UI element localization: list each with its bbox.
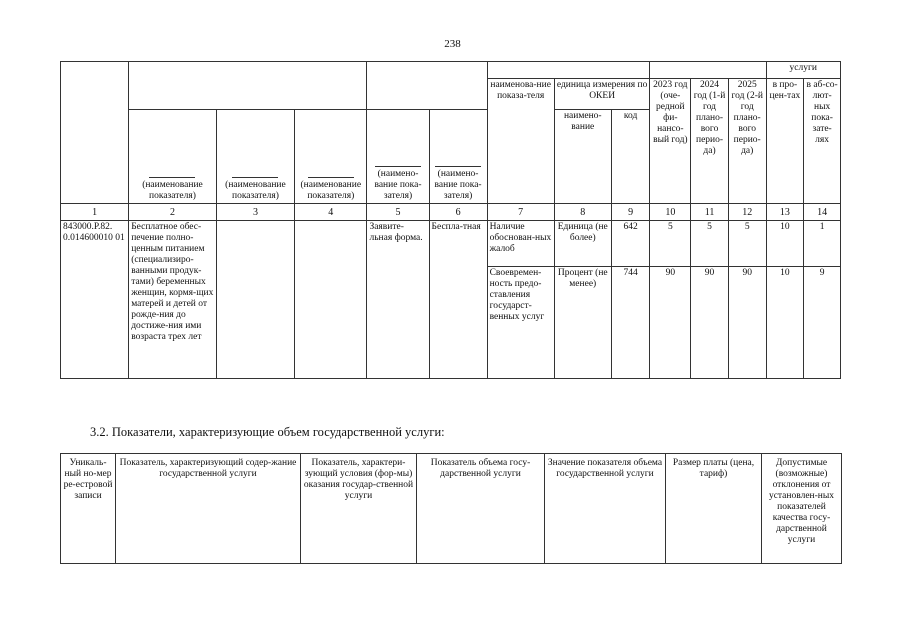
header-content-indicator: Показатель, характеризующий содер-жание государственной услуги [116, 454, 301, 564]
section-title: 3.2. Показатели, характеризующие объем государственной услуги: [90, 425, 445, 439]
okei-code-header: код [611, 110, 650, 204]
col-number: 12 [728, 204, 766, 221]
deviation-percent: 10 [766, 221, 804, 267]
unit-name: Единица (не более) [554, 221, 611, 267]
okei-code: 642 [611, 221, 650, 267]
header-deviations: Допустимые (возможные) отклонения от установлен-ных показателей качества госу-дарственной услуги [762, 454, 842, 564]
year-2025-header: 2025 год (2-й год плано-вого перио-да) [728, 79, 766, 204]
value-2023: 90 [650, 267, 691, 379]
registry-number: 843000.Р.82. 0.014600010 01 [61, 221, 129, 379]
col-number: 1 [61, 204, 129, 221]
quality-indicators-table [60, 61, 841, 379]
year-2024-header: 2024 год (1-й год плано-вого перио-да) [691, 79, 729, 204]
col-number: 8 [554, 204, 611, 221]
service-content: Бесплатное обес-печение полно-ценным питанием (специализиро-ванными продук-тами) беременных женщин, кормя-щих матерей и детей от рожде-ния до достиже-ния ими возраста трех лет [129, 221, 217, 379]
indicator-name-header: наименова-ние показа-теля [487, 79, 554, 204]
condition-indicator-name-1: (наимено-вание пока-зателя) [374, 169, 422, 201]
okei-header: единица измерения по ОКЕИ [554, 79, 650, 110]
col-number: 6 [429, 204, 487, 221]
volume-indicators-table [60, 453, 842, 564]
col-number: 11 [691, 204, 729, 221]
header-usluga: услуги [766, 62, 840, 79]
col-number: 14 [804, 204, 841, 221]
value-2023: 5 [650, 221, 691, 267]
header-volume-value: Значение показателя объема государственной услуги [545, 454, 666, 564]
col-number: 5 [367, 204, 429, 221]
content-indicator-name-2: (наименование показателя) [225, 180, 286, 201]
value-2024: 5 [691, 221, 729, 267]
col-number: 3 [216, 204, 294, 221]
header-registry-number: Уникаль-ный но-мер ре-естровой записи [61, 454, 116, 564]
value-2025: 90 [728, 267, 766, 379]
header-fee: Размер платы (цена, тариф) [666, 454, 762, 564]
value-2025: 5 [728, 221, 766, 267]
okei-code: 744 [611, 267, 650, 379]
content-indicator-name-3: (наименование показателя) [300, 180, 362, 201]
percent-header: в про-цен-тах [766, 79, 804, 204]
header-condition-indicator: Показатель, характери-зующий условия (фор-мы) оказания государ-ственной услуги [301, 454, 417, 564]
value-2024: 90 [691, 267, 729, 379]
unit-name: Процент (не менее) [554, 267, 611, 379]
service-condition-1: Заявите-льная форма. [367, 221, 429, 379]
col-number: 7 [487, 204, 554, 221]
page-number: 238 [444, 38, 461, 50]
year-2023-header: 2023 год (оче-редной фи-нансо-вый год) [650, 79, 691, 204]
col-number: 4 [295, 204, 367, 221]
col-number: 13 [766, 204, 804, 221]
deviation-percent: 10 [766, 267, 804, 379]
okei-name-header: наимено-вание [554, 110, 611, 204]
absolute-header: в аб-со-лют-ных пока-зате-лях [804, 79, 841, 204]
indicator-name: Своевремен-ность предо-ставления государст-венных услуг [487, 267, 554, 379]
col-number: 2 [129, 204, 217, 221]
col-number: 9 [611, 204, 650, 221]
header-volume-indicator: Показатель объема госу-дарственной услуги [417, 454, 545, 564]
col-number: 10 [650, 204, 691, 221]
indicator-name: Наличие обоснован-ных жалоб [487, 221, 554, 267]
service-condition-2: Беспла-тная [429, 221, 487, 379]
deviation-absolute: 9 [804, 267, 841, 379]
deviation-absolute: 1 [804, 221, 841, 267]
condition-indicator-name-2: (наимено-вание пока-зателя) [434, 169, 482, 201]
content-indicator-name-1: (наименование показателя) [142, 180, 203, 201]
